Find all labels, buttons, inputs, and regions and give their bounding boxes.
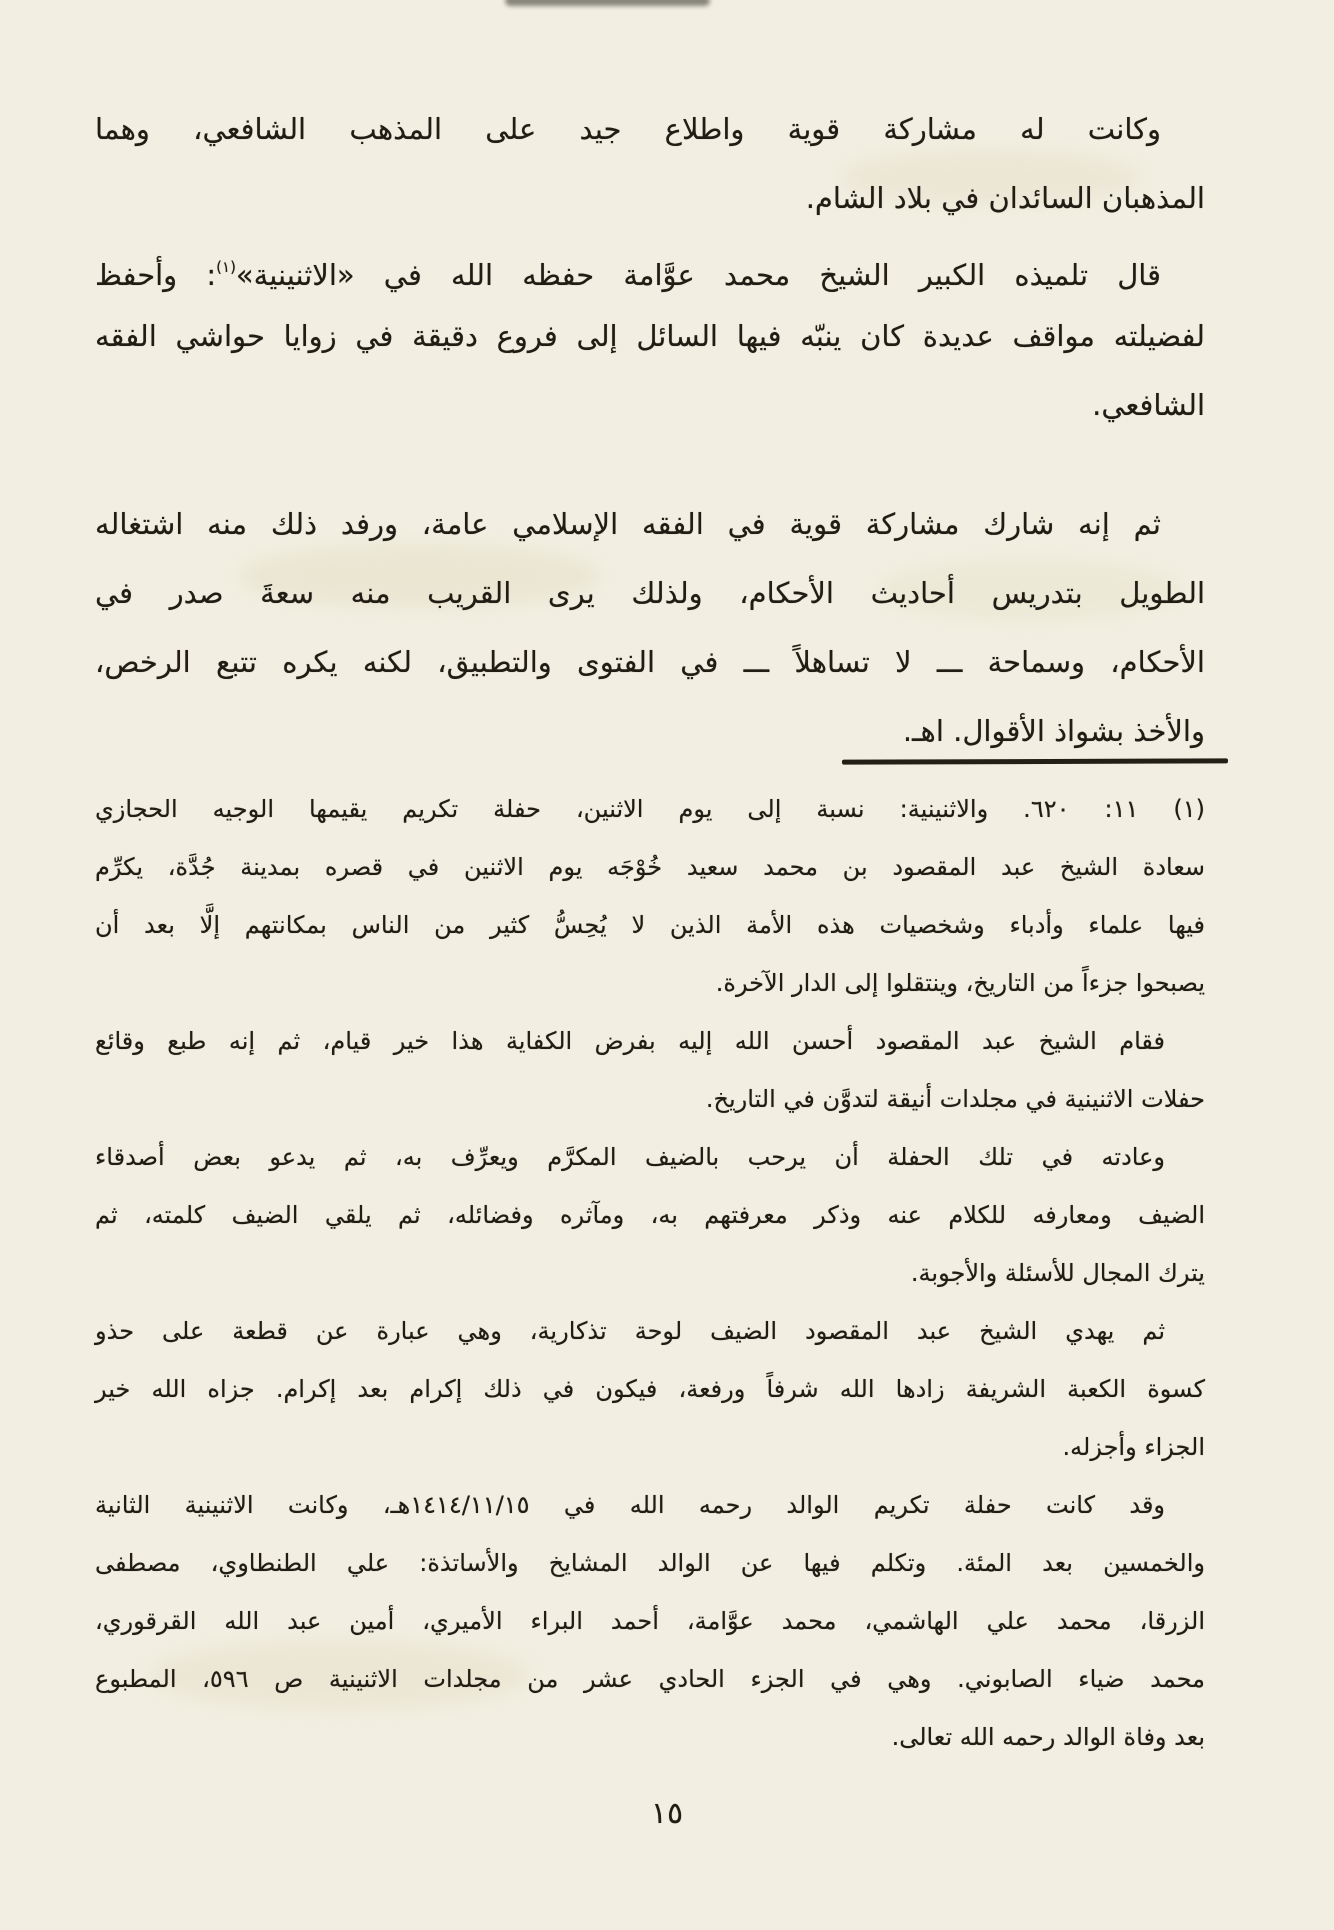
body-text-block [95, 95, 1205, 766]
footnote-reference-mark: (١) [216, 258, 236, 276]
footnote-line: محمد ضياء الصابوني. وهي في الجزء الحادي عشر من مجلدات الاثنينية ص ٥٩٦، المطبوع [95, 1665, 1205, 1693]
body-line: الشافعي. [1092, 388, 1205, 422]
body-line: ثم إنه شارك مشاركة قوية في الفقه الإسلامي عامة، ورفد ذلك منه اشتغاله [95, 507, 1161, 541]
footnote-line: فيها علماء وأدباء وشخصيات هذه الأمة الذين لا يُحِسُّ كثير من الناس بمكانتهم إلَّا بعد أن [95, 911, 1205, 939]
footnote-line: يترك المجال للأسئلة والأجوبة. [910, 1259, 1205, 1287]
footnote-line: (١) ١١: ٦٢٠. والاثنينية: نسبة إلى يوم الاثنين، حفلة تكريم يقيمها الوجيه الحجازي [95, 795, 1205, 823]
body-line: والأخذ بشواذ الأقوال. اهـ. [902, 714, 1205, 748]
body-line: لفضيلته مواقف عديدة كان ينبّه فيها السائل إلى فروع دقيقة في زوايا حواشي الفقه [95, 319, 1205, 353]
page-number: ١٥ [650, 1796, 684, 1831]
footnote-line: الجزاء وأجزله. [1062, 1433, 1205, 1461]
footnote-line: فقام الشيخ عبد المقصود أحسن الله إليه بفرض الكفاية هذا خير قيام، ثم إنه طبع وقائع [95, 1027, 1165, 1055]
body-line [95, 233, 1205, 302]
scan-smudge-artifact [505, 0, 710, 6]
footnote-line: كسوة الكعبة الشريفة زادها الله شرفاً ورفعة، فيكون في ذلك إكرام بعد إكرام. جزاه الله خير [95, 1375, 1205, 1403]
body-line: الأحكام، وسماحة ـــ لا تساهلاً ـــ في الفتوى والتطبيق، لكنه يكره تتبع الرخص، [95, 645, 1205, 679]
footnote-block [95, 780, 1205, 1766]
footnote-line: الضيف ومعارفه للكلام عنه وذكر معرفتهم به، ومآثره وفضائله، ثم يلقي الضيف كلمته، ثم [95, 1201, 1205, 1229]
body-line: الطويل بتدريس أحاديث الأحكام، ولذلك يرى القريب منه سعةَ صدر في [95, 576, 1205, 610]
footnote-line: الزرقا، محمد علي الهاشمي، محمد عوَّامة، أحمد البراء الأميري، أمين عبد الله القرقوري، [95, 1607, 1205, 1635]
footnote-line: يصبحوا جزءاً من التاريخ، وينتقلوا إلى الدار الآخرة. [715, 969, 1205, 997]
footnote-line: ثم يهدي الشيخ عبد المقصود الضيف لوحة تذكارية، وهي عبارة عن قطعة على حذو [95, 1317, 1165, 1345]
footnote-line: بعد وفاة الوالد رحمه الله تعالى. [891, 1723, 1205, 1751]
body-line: المذهبان السائدان في بلاد الشام. [805, 181, 1205, 215]
footnote-line: والخمسين بعد المئة. وتكلم فيها عن الوالد المشايخ والأساتذة: علي الطنطاوي، مصطفى [95, 1549, 1205, 1577]
footnote-line: سعادة الشيخ عبد المقصود بن محمد سعيد خُوْجَه يوم الاثنين في قصره بمدينة جُدَّة، يكرِّم [95, 853, 1205, 881]
footnote-line: وقد كانت حفلة تكريم الوالد رحمه الله في ١٥/‏١١/‏١٤١٤هـ، وكانت الاثنينية الثانية [95, 1491, 1165, 1519]
footnote-line: وعادته في تلك الحفلة أن يرحب بالضيف المكرَّم ويعرِّف به، ثم يدعو بعض أصدقاء [95, 1143, 1165, 1171]
body-line: وكانت له مشاركة قوية واطلاع جيد على المذهب الشافعي، وهما [95, 112, 1161, 146]
footnote-line: حفلات الاثنينية في مجلدات أنيقة لتدوَّن في التاريخ. [705, 1085, 1205, 1113]
text-segment: : وأحفظ [95, 258, 217, 292]
text-segment: قال تلميذه الكبير الشيخ محمد عوَّامة حفظه الله في «الاثنينية» [235, 258, 1161, 292]
